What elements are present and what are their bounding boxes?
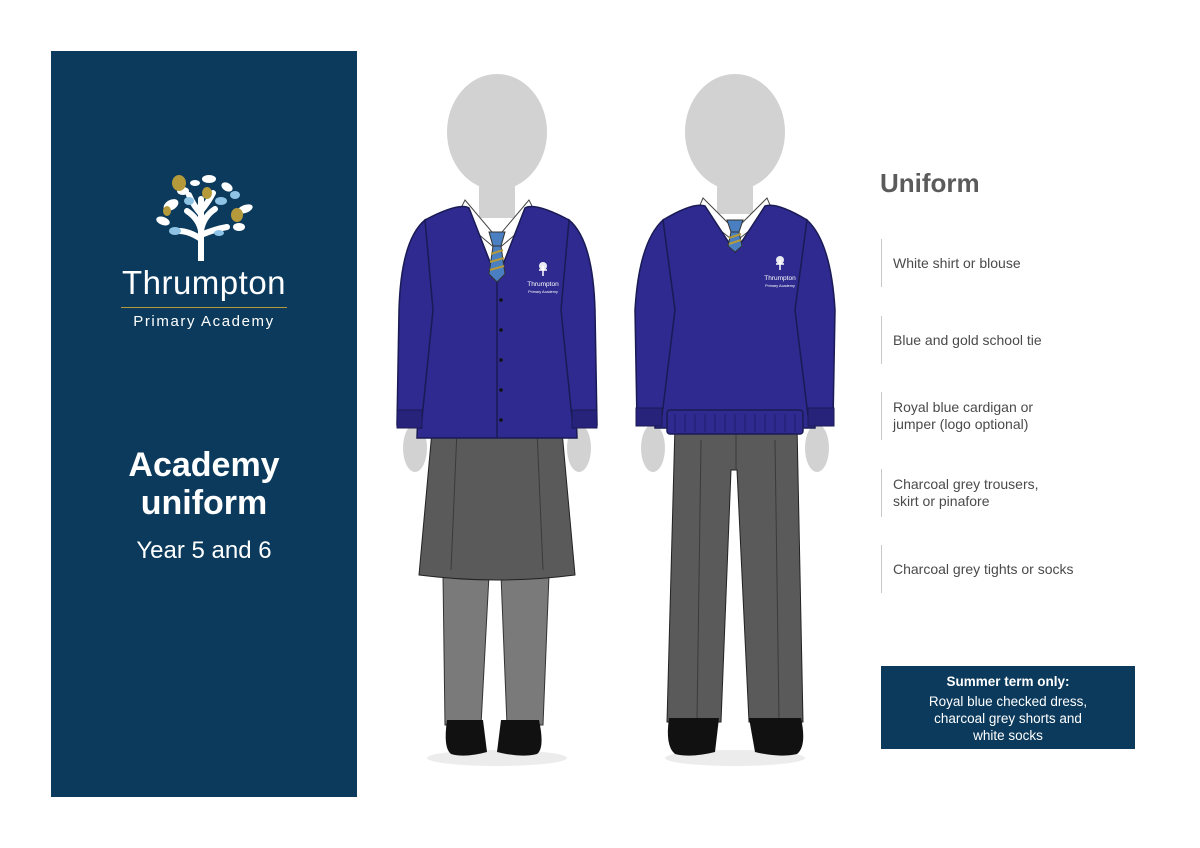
uniform-item-text: Charcoal grey trousers,	[893, 476, 1039, 492]
girl-figure	[397, 74, 597, 766]
uniform-item-shirt	[881, 239, 1153, 287]
school-subtitle: Primary Academy	[133, 313, 275, 330]
cardigan-badge-name: Thrumpton	[527, 281, 559, 288]
jumper-badge-sub: Primary Academy	[765, 284, 795, 288]
document-subtitle: Year 5 and 6	[136, 537, 272, 564]
summer-term-line-1: Royal blue checked dress,	[928, 694, 1088, 709]
summer-term-title: Summer term only:	[946, 674, 1070, 689]
uniform-item-text: Blue and gold school tie	[893, 331, 1042, 348]
boy-figure	[635, 74, 835, 766]
uniform-item-text: White shirt or blouse	[893, 254, 1021, 271]
tree-icon	[149, 169, 259, 261]
cardigan-badge-sub: Primary Academy	[528, 290, 558, 294]
uniform-item-text-2: jumper (logo optional)	[893, 416, 1029, 432]
document-title	[51, 446, 357, 522]
jumper-badge-name: Thrumpton	[764, 275, 796, 282]
uniform-item-cardigan	[881, 392, 1153, 440]
uniform-item-tights	[881, 545, 1153, 593]
summer-term-line-2: charcoal grey shorts and	[934, 711, 1082, 726]
document-title-line-1: Academy	[128, 446, 280, 484]
uniform-item-tie	[881, 316, 1153, 364]
school-name: Thrumpton	[121, 264, 287, 301]
logo-divider	[121, 307, 287, 308]
uniform-item-text: Royal blue cardigan or	[893, 399, 1034, 415]
summer-term-line-3: white socks	[973, 728, 1043, 743]
sidebar-panel	[51, 51, 357, 797]
uniform-illustration	[385, 70, 855, 780]
document-title-line-2: uniform	[140, 484, 268, 522]
uniform-item-text: Charcoal grey tights or socks	[893, 560, 1074, 577]
uniform-heading: Uniform	[880, 168, 980, 198]
summer-term-box	[881, 666, 1135, 749]
school-logo	[51, 169, 357, 332]
uniform-item-text-2: skirt or pinafore	[893, 493, 990, 509]
uniform-item-trousers	[881, 469, 1153, 517]
